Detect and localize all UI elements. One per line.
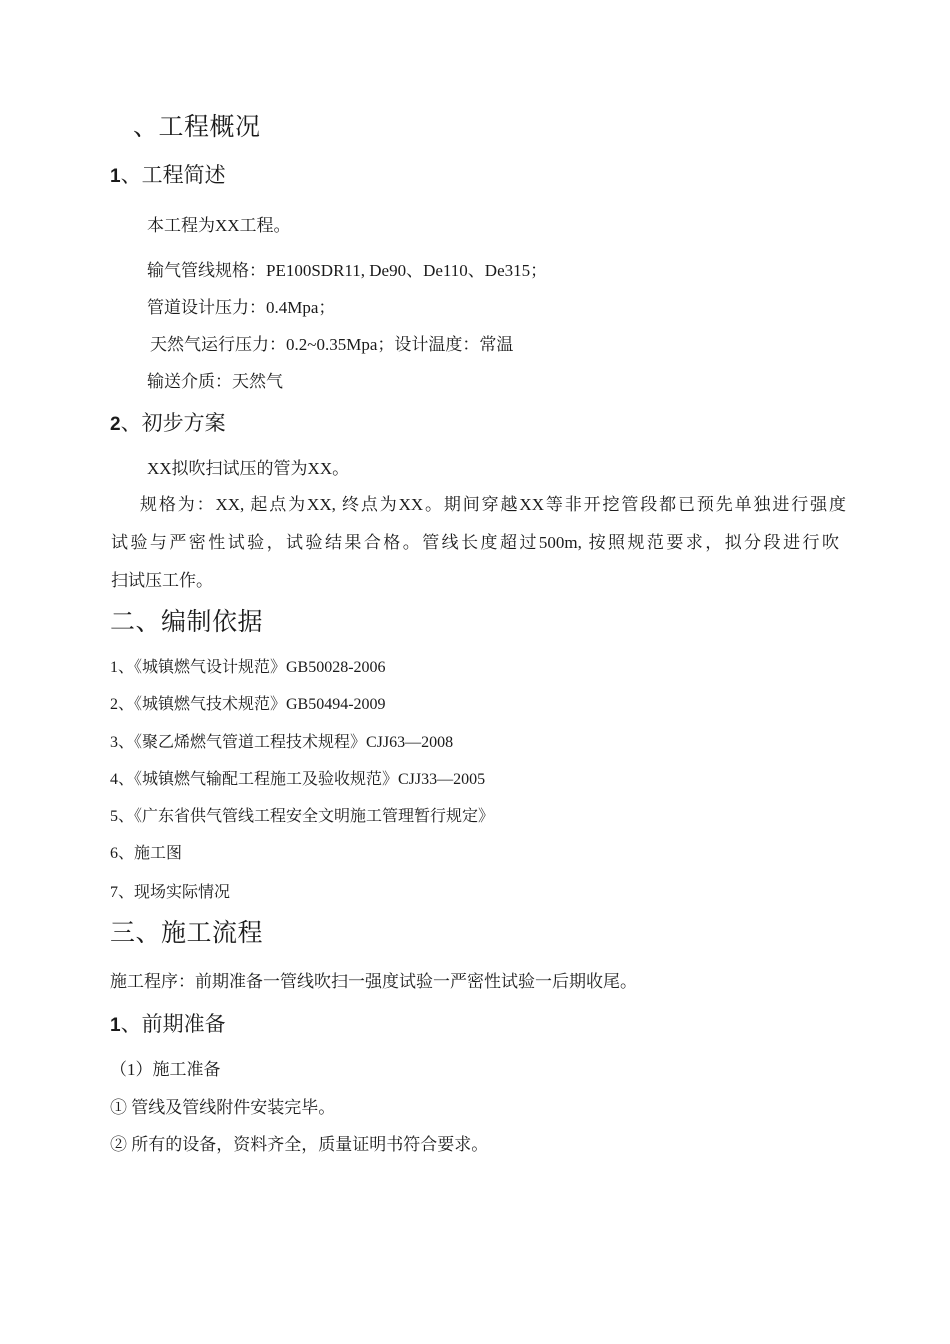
- basis-item: 7、现场实际情况: [110, 884, 231, 901]
- overview-line: 管道设计压力：0.4Mpa；: [147, 298, 336, 317]
- basis-item: 1、《城镇燃气设计规范》GB50028-2006: [110, 659, 386, 676]
- basis-item: 5、《广东省供气管线工程安全文明施工管理暂行规定》: [110, 808, 495, 825]
- basis-item: 2、《城镇燃气技术规范》GB50494-2009: [110, 696, 386, 713]
- process-sequence: 施工程序：前期准备一管线吹扫一强度试验一严密性试验一后期收尾。: [110, 972, 637, 991]
- subheading-number: 1: [110, 1015, 121, 1036]
- overview-line: 本工程为XX工程。: [147, 216, 291, 235]
- plan-paragraph-line: 扫试压工作。: [111, 571, 213, 590]
- basis-item: 3、《聚乙烯燃气管道工程技术规程》CJJ63—2008: [110, 734, 454, 751]
- subheading-number: 1: [110, 166, 121, 187]
- prep-item: ① 管线及管线附件安装完毕。: [110, 1098, 336, 1117]
- plan-paragraph-line: 规格为：XX, 起点为XX, 终点为XX。期间穿越XX等非开挖管段都已预先单独进行强度: [140, 495, 846, 514]
- subheading-preparation: [110, 1008, 226, 1038]
- subheading-project-summary: [110, 159, 226, 189]
- section-heading-process: 三、施工流程: [110, 920, 264, 947]
- section-heading-basis: 二、编制依据: [110, 609, 264, 636]
- basis-item: 6、施工图: [110, 845, 183, 862]
- overview-line: 输送介质：天然气: [147, 372, 283, 391]
- subheading-label: 、前期准备: [120, 1012, 226, 1036]
- plan-paragraph-line: 试验与严密性试验，试验结果合格。管线长度超过500m, 按照规范要求，拟分段进行吹: [111, 533, 839, 552]
- prep-title: （1）施工准备: [110, 1060, 221, 1079]
- subheading-label: 、工程简述: [120, 163, 226, 187]
- subheading-label: 、初步方案: [120, 411, 226, 435]
- overview-line: 输气管线规格：PE100SDR11, De90、De110、De315；: [147, 261, 548, 280]
- overview-line: 天然气运行压力：0.2~0.35Mpa；设计温度：常温: [150, 335, 514, 354]
- basis-item: 4、《城镇燃气输配工程施工及验收规范》CJJ33—2005: [110, 771, 486, 788]
- plan-line: XX拟吹扫试压的管为XX。: [147, 459, 350, 478]
- section-heading-overview: 、工程概况: [133, 114, 261, 141]
- subheading-preliminary-plan: [110, 407, 226, 437]
- prep-item: ② 所有的设备，资料齐全，质量证明书符合要求。: [110, 1135, 489, 1154]
- subheading-number: 2: [110, 414, 121, 435]
